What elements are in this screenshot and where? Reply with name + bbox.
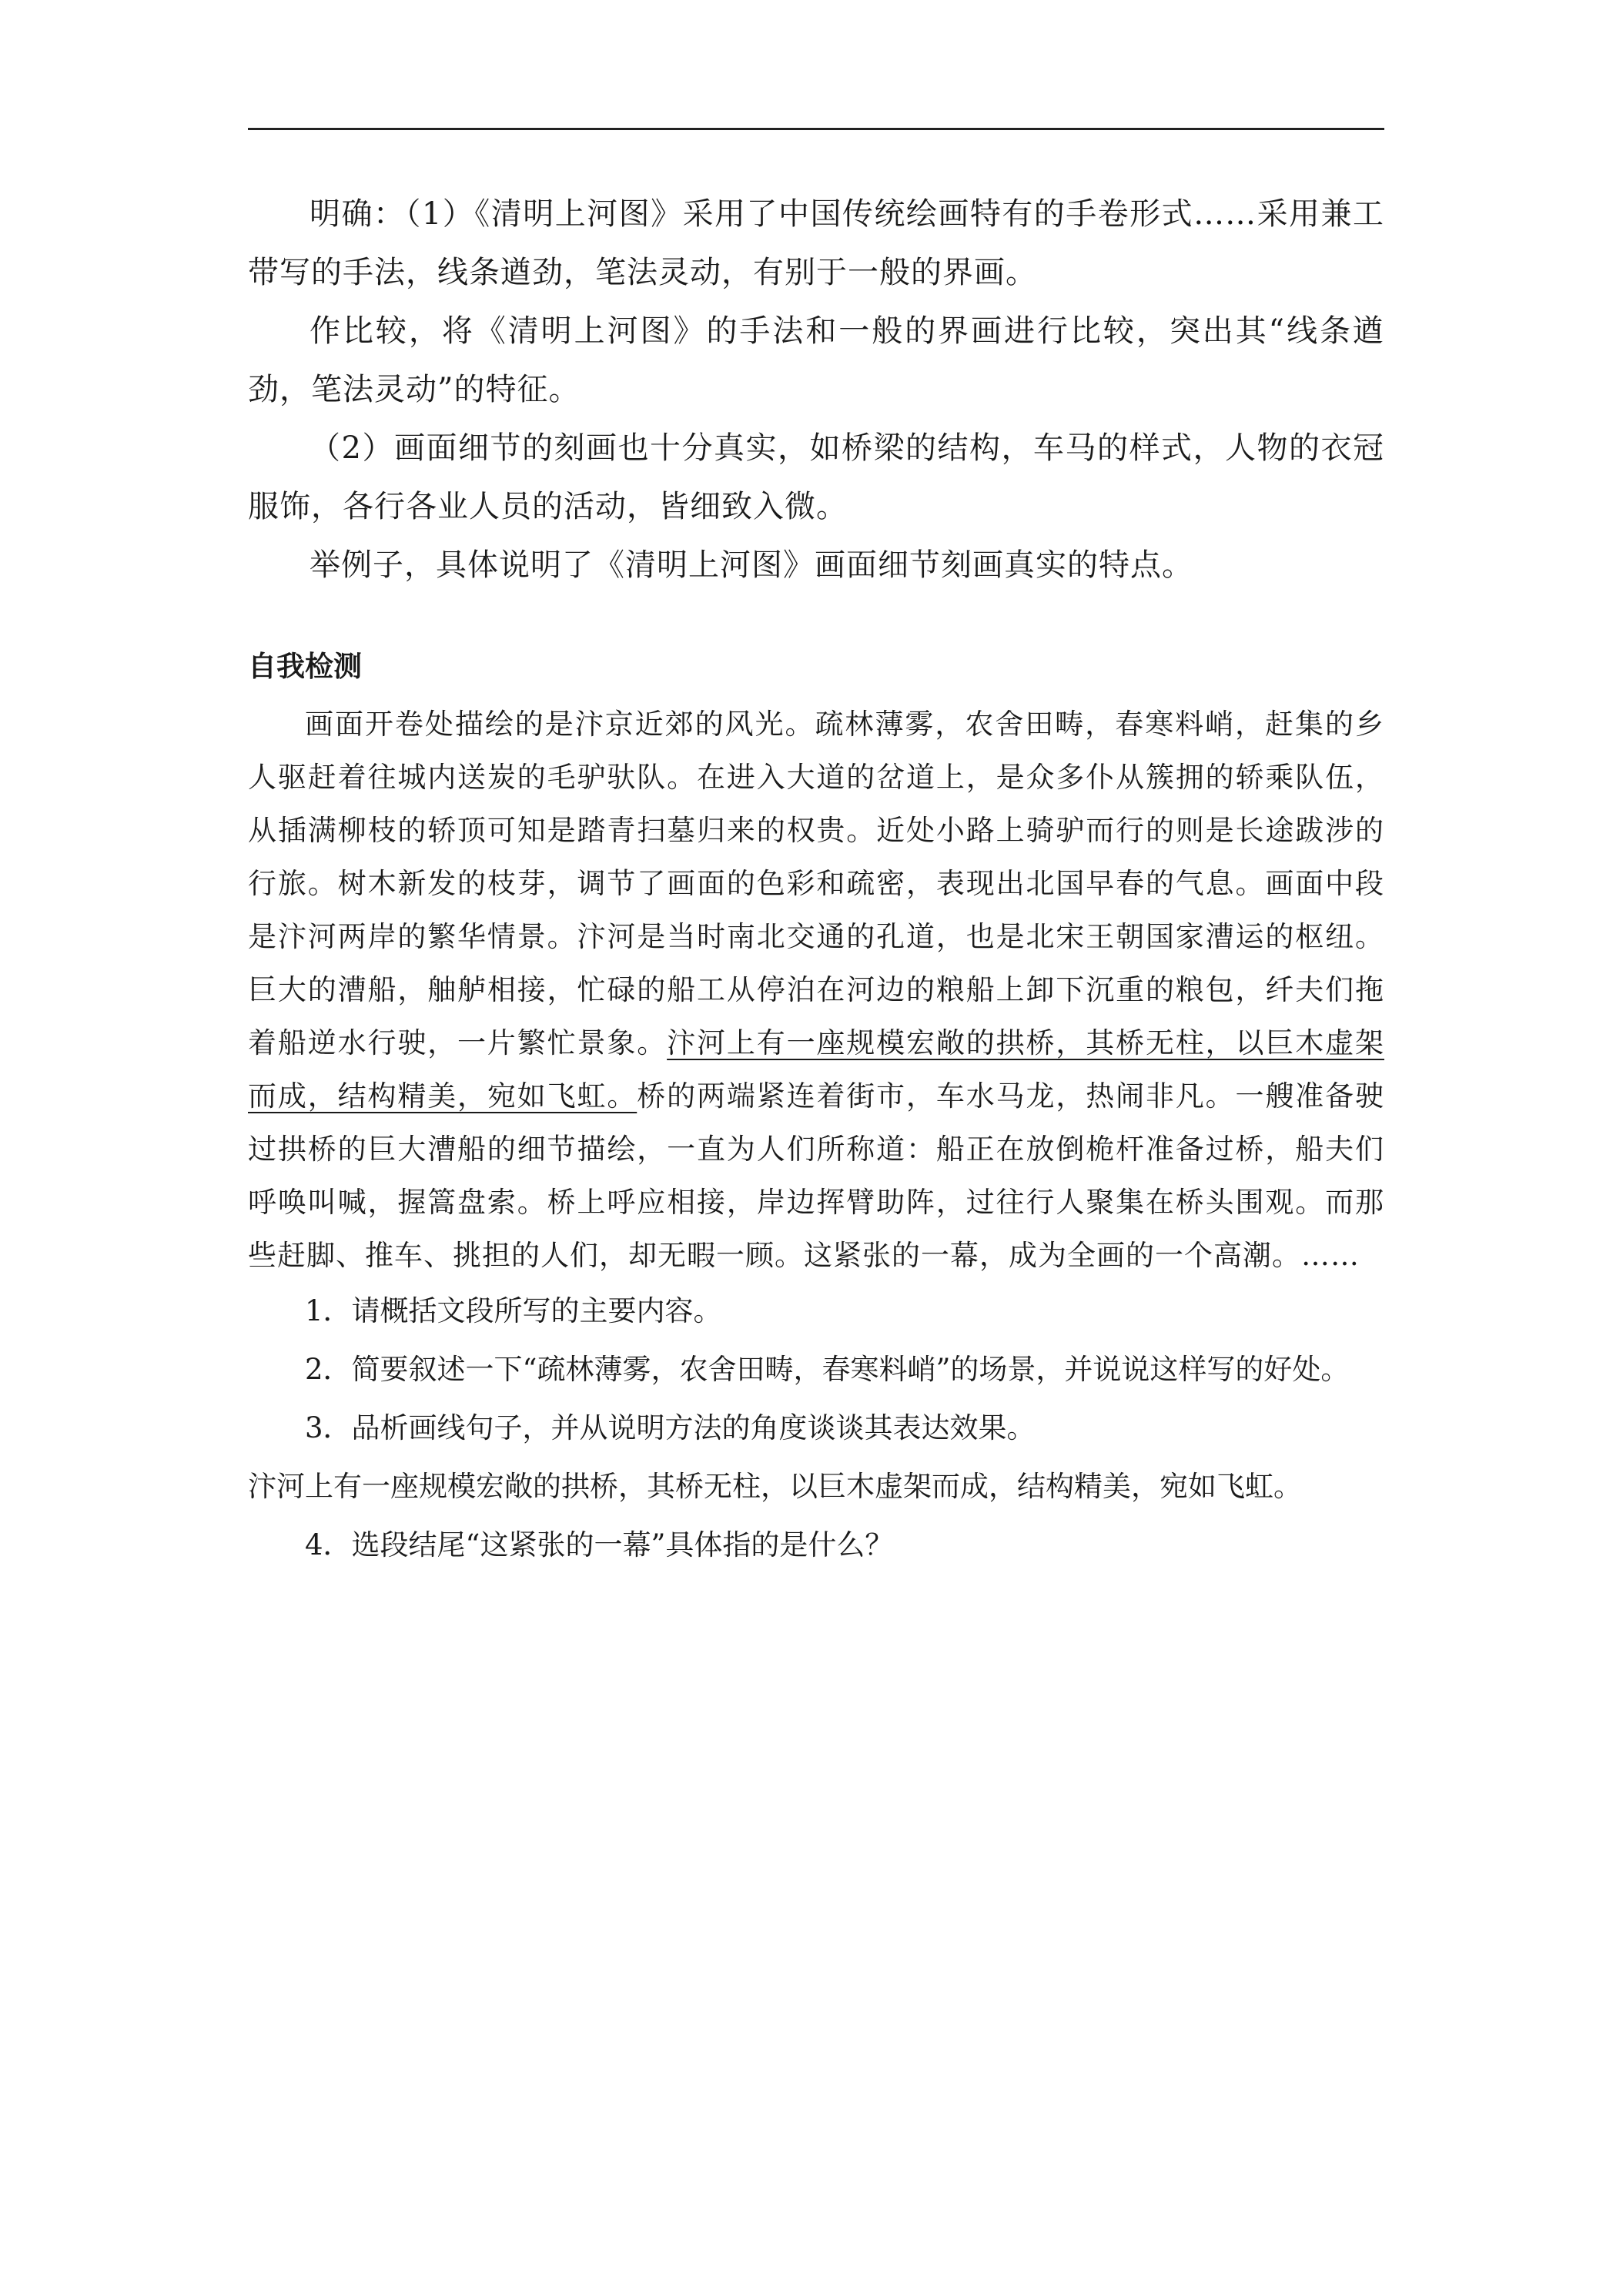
reading-passage bbox=[248, 698, 1384, 1282]
self-test-heading: 自我检测 bbox=[248, 650, 362, 683]
question-4: 4．选段结尾“这紧张的一幕”具体指的是什么？ bbox=[305, 1528, 894, 1561]
question-2: 2．简要叙述一下“疏林薄雾，农舍田畴，春寒料峭”的场景，并说说这样写的好处。 bbox=[305, 1353, 1350, 1386]
passage-text-after: 桥的两端紧连着街市，车水马龙，热闹非凡。一艘准备驶过拱桥的巨大漕船的细节描绘，一直为人们所称道：船正在放倒桅杆准备过桥，船夫们呼唤叫喊，握篙盘索。桥上呼应相接，岸边挥臂助阵，过往行人聚集在桥头围观。而那些赶脚、推车、挑担的人们，却无暇一顾。这紧张的一幕，成为全画的一个高潮。…… bbox=[248, 1079, 1385, 1272]
page-content bbox=[248, 185, 1384, 1575]
header-rule bbox=[248, 128, 1384, 130]
question-3-sentence: 汴河上有一座规模宏敞的拱桥，其桥无柱，以巨木虚架而成，结构精美，宛如飞虹。 bbox=[248, 1470, 1302, 1503]
passage-text-before: 画面开卷处描绘的是汴京近郊的风光。疏林薄雾，农舍田畴，春寒料峭，赶集的乡人驱赶着往城内送炭的毛驴驮队。在进入大道的岔道上，是众多仆从簇拥的轿乘队伍，从插满柳枝的轿顶可知是踏青扫墓归来的权贵。近处小路上骑驴而行的则是长途跋涉的行旅。树木新发的枝芽，调节了画面的色彩和疏密，表现出北国早春的气息。画面中段是汴河两岸的繁华情景。汴河是当时南北交通的孔道，也是北宋王朝国家漕运的枢纽。巨大的漕船，舳舻相接，忙碌的船工从停泊在河边的粮船上卸下沉重的粮包，纤夫们拖着船逆水行驶，一片繁忙景象。 bbox=[248, 708, 1384, 1059]
question-3: 3．品析画线句子，并从说明方法的角度谈谈其表达效果。 bbox=[305, 1411, 1036, 1444]
passage-underlined-sentence: 汴河上有一座规模宏敞的拱桥，其桥无柱，以巨木虚架而成，结构精美，宛如飞虹。 bbox=[248, 1026, 1384, 1113]
explain-paragraph-1: 明确：（1）《清明上河图》采用了中国传统绘画特有的手卷形式……采用兼工带写的手法，线条遒劲，笔法灵动，有别于一般的界画。 bbox=[248, 196, 1384, 290]
explain-paragraph-2: 作比较，将《清明上河图》的手法和一般的界画进行比较，突出其“线条遒劲，笔法灵动”的特征。 bbox=[248, 313, 1384, 407]
question-1: 1．请概括文段所写的主要内容。 bbox=[305, 1294, 722, 1327]
explain-paragraph-4: 举例子，具体说明了《清明上河图》画面细节刻画真实的特点。 bbox=[310, 547, 1193, 583]
explain-paragraph-3: （2）画面细节的刻画也十分真实，如桥梁的结构，车马的样式，人物的衣冠服饰，各行各业人员的活动，皆细致入微。 bbox=[248, 430, 1384, 524]
